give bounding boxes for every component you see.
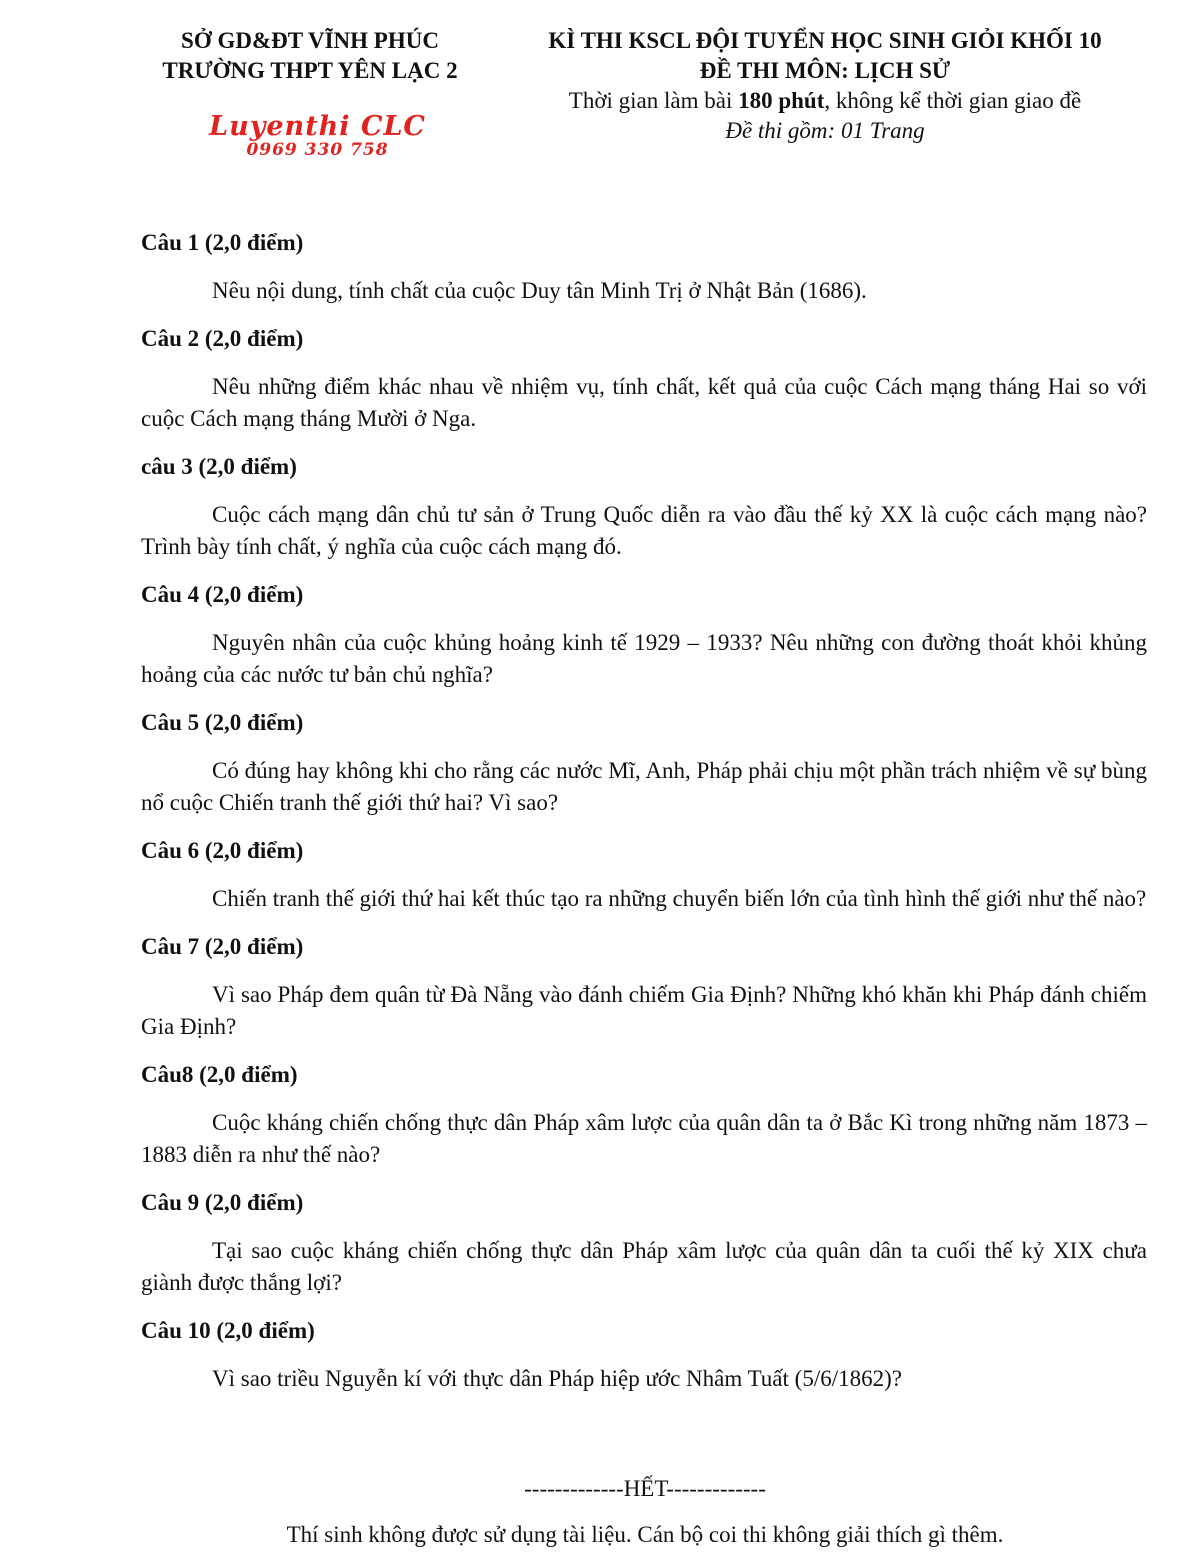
question-text: Cuộc cách mạng dân chủ tư sản ở Trung Quốc diễn ra vào đầu thế kỷ XX là cuộc cách mạng nào? Trình bày tính chất, ý nghĩa của cuộc cách mạng đó. bbox=[141, 502, 1147, 559]
question-item bbox=[141, 932, 1147, 1043]
question-item bbox=[141, 708, 1147, 819]
question-text: Chiến tranh thế giới thứ hai kết thúc tạo ra những chuyển biến lớn của tình hình thế giới như thế nào? bbox=[212, 886, 1147, 911]
question-text: Vì sao Pháp đem quân từ Đà Nẵng vào đánh chiếm Gia Định? Những khó khăn khi Pháp đánh chiếm Gia Định? bbox=[141, 982, 1147, 1039]
footer-note: Thí sinh không được sử dụng tài liệu. Cán bộ coi thi không giải thích gì thêm. bbox=[286, 1522, 1004, 1547]
brand-logo bbox=[205, 113, 430, 161]
school-header bbox=[130, 26, 490, 86]
time-suffix: , không kể thời gian giao đề bbox=[824, 88, 1082, 113]
logo-phone: 0969 330 758 bbox=[246, 140, 389, 160]
question-item bbox=[141, 836, 1147, 915]
question-item bbox=[141, 452, 1147, 563]
question-text: Cuộc kháng chiến chống thực dân Pháp xâm lược của quân dân ta ở Bắc Kì trong những năm 1873 – 1883 diễn ra như thế nào? bbox=[141, 1110, 1147, 1167]
question-title: Câu 7 (2,0 điểm) bbox=[141, 934, 304, 959]
time-value: 180 phút bbox=[738, 88, 825, 113]
time-prefix: Thời gian làm bài bbox=[568, 88, 739, 113]
question-text: Nêu nội dung, tính chất của cuộc Duy tân Minh Trị ở Nhật Bản (1686). bbox=[212, 278, 867, 303]
question-text: Vì sao triều Nguyễn kí với thực dân Pháp hiệp ước Nhâm Tuất (5/6/1862)? bbox=[212, 1366, 902, 1391]
question-item bbox=[141, 1188, 1147, 1299]
question-text: Nguyên nhân của cuộc khủng hoảng kinh tế 1929 – 1933? Nêu những con đường thoát khỏi khủng hoảng của các nước tư bản chủ nghĩa? bbox=[141, 630, 1147, 687]
exam-title: KÌ THI KSCL ĐỘI TUYỂN HỌC SINH GIỎI KHỐI 10 bbox=[548, 28, 1102, 53]
question-item bbox=[141, 228, 1147, 307]
school-name: TRƯỜNG THPT YÊN LẠC 2 bbox=[162, 58, 458, 83]
question-title: Câu 5 (2,0 điểm) bbox=[141, 710, 304, 735]
end-marker: -------------HẾT------------- bbox=[524, 1476, 766, 1501]
exam-pages: Đề thi gồm: 01 Trang bbox=[725, 118, 925, 143]
question-title: Câu 2 (2,0 điểm) bbox=[141, 326, 304, 351]
question-item bbox=[141, 1316, 1147, 1395]
question-title: Câu 6 (2,0 điểm) bbox=[141, 838, 304, 863]
exam-header bbox=[500, 26, 1150, 146]
question-item bbox=[141, 580, 1147, 691]
question-text: Có đúng hay không khi cho rằng các nước Mĩ, Anh, Pháp phải chịu một phần trách nhiệm về sự bùng nổ cuộc Chiến tranh thế giới thứ hai? Vì sao? bbox=[141, 758, 1147, 815]
question-text: Nêu những điểm khác nhau về nhiệm vụ, tính chất, kết quả của cuộc Cách mạng tháng Hai so với cuộc Cách mạng tháng Mười ở Nga. bbox=[141, 374, 1147, 431]
logo-name: Luyenthi CLC bbox=[209, 111, 426, 142]
question-title: Câu 9 (2,0 điểm) bbox=[141, 1190, 304, 1215]
exam-subject: ĐỀ THI MÔN: LỊCH SỬ bbox=[699, 58, 951, 83]
question-item bbox=[141, 1060, 1147, 1171]
question-item bbox=[141, 324, 1147, 435]
department-name: SỞ GD&ĐT VĨNH PHÚC bbox=[181, 28, 439, 53]
question-title: Câu8 (2,0 điểm) bbox=[141, 1062, 298, 1087]
exam-time bbox=[500, 86, 1150, 116]
question-text: Tại sao cuộc kháng chiến chống thực dân Pháp xâm lược của quân dân ta cuối thế kỷ XIX chưa giành được thắng lợi? bbox=[141, 1238, 1147, 1295]
question-title: Câu 4 (2,0 điểm) bbox=[141, 582, 304, 607]
question-title: Câu 1 (2,0 điểm) bbox=[141, 230, 304, 255]
question-title: Câu 10 (2,0 điểm) bbox=[141, 1318, 315, 1343]
question-title: câu 3 (2,0 điểm) bbox=[141, 454, 297, 479]
question-list bbox=[141, 228, 1147, 1395]
